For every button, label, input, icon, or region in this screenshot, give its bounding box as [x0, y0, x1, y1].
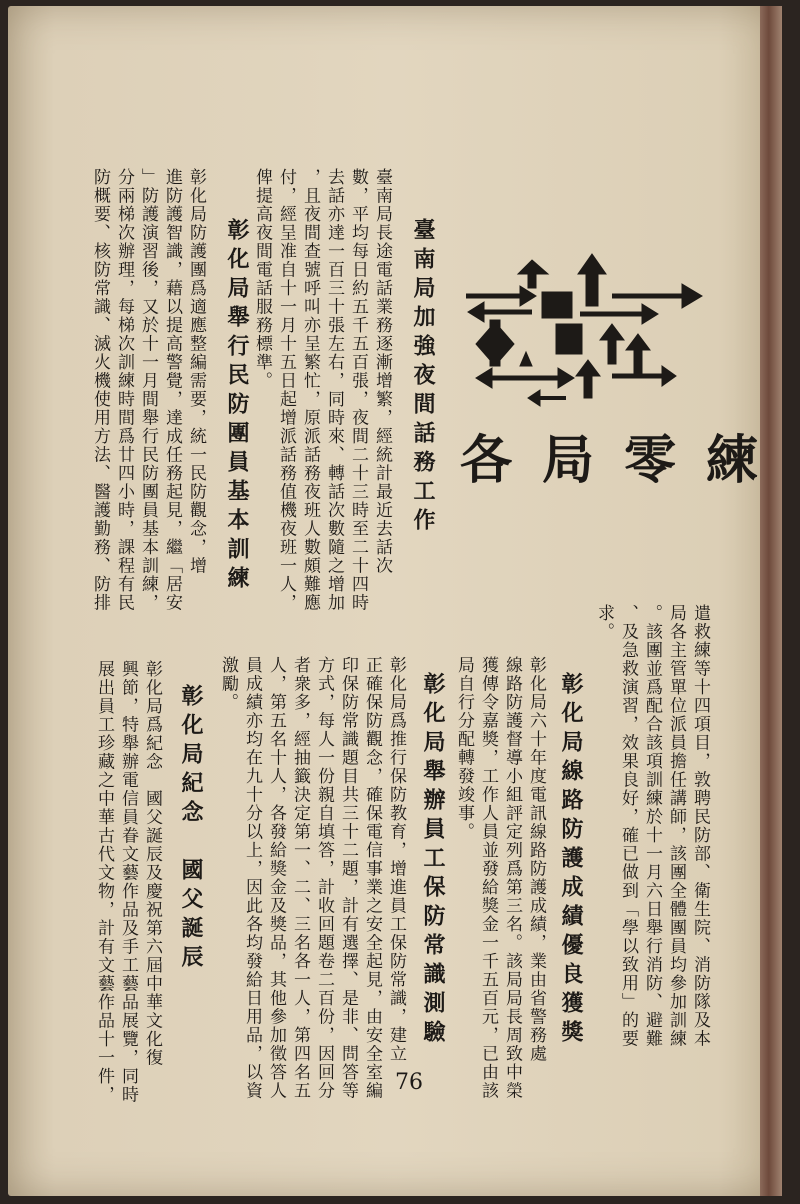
article-line: 求。	[594, 604, 614, 641]
article-line: 彰化局爲推行保防教育，增進員工保防常識，建立	[386, 656, 406, 1063]
article-title-changhua-memorial: 彰化局紀念 國父誕辰	[178, 684, 204, 974]
article-title-tainan: 臺南局加強夜間話務工作	[410, 218, 436, 537]
article-line: 激勵。	[218, 656, 238, 712]
article-line: 俾提高夜間電話服務標準。	[252, 168, 272, 390]
article-line: ，且夜間查號呼叫亦呈繁忙，原派話務夜班人數頗難應	[300, 168, 320, 612]
article-line: 者衆多，經抽籤決定第一、二、三名各一人，第四名五	[290, 656, 310, 1100]
section-header-title: 各局零練	[460, 430, 789, 491]
article-line: 去話亦達一百三十張左右，同時來、轉話次數隨之增加	[324, 168, 344, 612]
article-line: 」防護演習後，又於十一月間舉行民防團員基本訓練，	[138, 168, 158, 612]
article-line: 彰化局六十年度電訊線路防護成績，業由省警務處	[526, 656, 546, 1063]
article-line: 印保防常識題目共三十二題，計有選擇、是非、問答等	[338, 656, 358, 1100]
article-line: 防概要、核防常識、滅火機使用方法、醫護勤務、防排	[90, 168, 110, 612]
article-line: 彰化局爲紀念 國父誕辰及慶祝第六屆中華文化復	[142, 660, 162, 1067]
article-line: 數，平均每日約五千五百張，夜間二十三時至二十四時	[348, 168, 368, 612]
article-line: 、及急救演習，效果良好，確已做到「學以致用」的要	[618, 604, 638, 1048]
article-title-changhua-line: 彰化局線路防護成績優良獲獎	[558, 672, 584, 1049]
arrows-logo-icon	[462, 248, 710, 408]
page-number: 76	[395, 1070, 423, 1095]
article-line: 進防護智識，藉以提高警覺，達成任務起見，繼「居安	[162, 168, 182, 612]
article-title-changhua-security: 彰化局舉辦員工保防常識測驗	[420, 672, 446, 1049]
book-spine	[760, 6, 782, 1196]
article-line: 正確保防觀念，確保電信事業之安全起見，由安全室編	[362, 656, 382, 1100]
article-line: 展出員工珍藏之中華古代文物，計有文藝作品十一件，	[94, 660, 114, 1104]
article-line: 獲傳令嘉獎，工作人員並發給獎金一千五百元，已由該	[478, 656, 498, 1100]
article-line: 遣救練等十四項目，敦聘民防部、衛生院、消防隊及本	[690, 604, 710, 1048]
article-line: 人，第五名十人，各發給獎金及獎品，其他參加徵答人	[266, 656, 286, 1100]
article-line: 臺南局長途電話業務逐漸增繁，經統計最近去話次	[372, 168, 392, 575]
article-title-changhua-defense: 彰化局舉行民防團員基本訓練	[224, 218, 250, 595]
article-line: 付，經呈准自十一月十五日起增派話務值機夜班一人，	[276, 168, 296, 612]
article-line: 方式，每人一份親自填答，計收回題卷二百份，因回分	[314, 656, 334, 1100]
article-line: 局自行分配轉發竣事。	[454, 656, 474, 841]
article-line: 。該團並爲配合該項訓練於十一月六日舉行消防、避難	[642, 604, 662, 1048]
article-line: 員成績亦均在九十分以上，因此各均發給日用品，以資	[242, 656, 262, 1100]
article-line: 線路防護督導小組評定列爲第三名。該局局長周致中榮	[502, 656, 522, 1100]
article-line: 局各主管單位派員擔任講師，該團全體團員均參加訓練	[666, 604, 686, 1048]
article-line: 彰化局防護團爲適應整編需要，統一民防觀念，增	[186, 168, 206, 575]
article-line: 分兩梯次辦理，每梯次訓練時間爲廿四小時，課程有民	[114, 168, 134, 612]
article-line: 興節，特舉辦電信員眷文藝作品及手工藝品展覽，同時	[118, 660, 138, 1104]
